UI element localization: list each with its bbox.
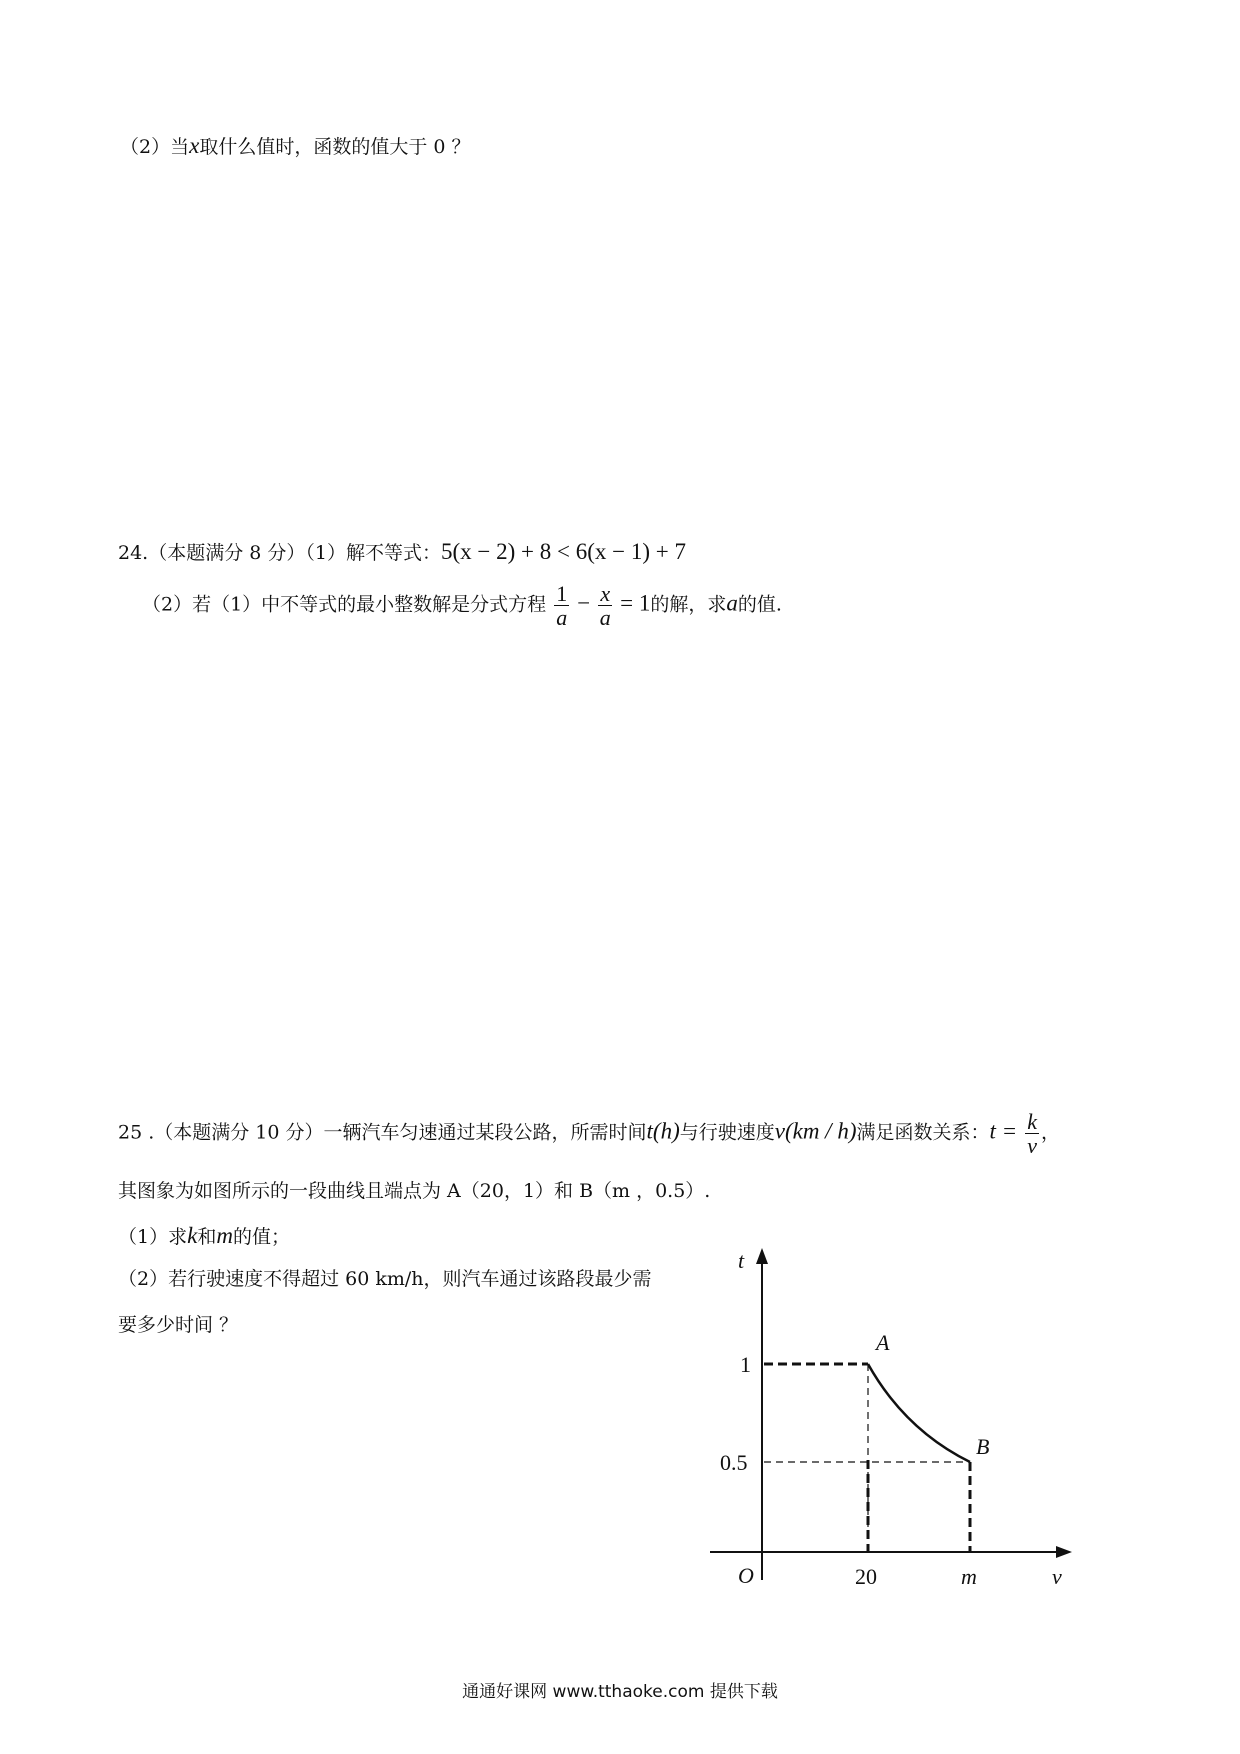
- q23-part2-text: （2）当: [120, 136, 190, 158]
- q24-part2-b: 的解，求: [650, 593, 727, 616]
- q25-part2-line1: （2）若行驶速度不得超过 60 km/h，则汽车通过该路段最少需: [118, 1268, 652, 1290]
- q25-part2-line2: 要多少时间 ？: [118, 1314, 239, 1336]
- q25-mid: 与行驶速度: [679, 1121, 775, 1144]
- q24-minus: −: [577, 590, 591, 616]
- q25-t-unit: t(h): [646, 1118, 680, 1144]
- q23-var-x: x: [189, 133, 200, 158]
- label-v: v: [1052, 1564, 1062, 1589]
- q23-part2: [120, 132, 470, 160]
- q23-part2-tail: 取什么值时，函数的值大于 0 ？: [199, 136, 471, 158]
- q25-part1-c: 的值；: [232, 1226, 290, 1248]
- q25-mid2: 满足函数关系：: [856, 1121, 990, 1144]
- q24-inequality: 5(x − 2) + 8 < 6(x − 1) + 7: [440, 539, 686, 564]
- q24-frac2-den: a: [599, 605, 611, 631]
- q24-header: 24.（本题满分 8 分）（1）解不等式：: [118, 542, 441, 564]
- q25-t-eq: t =: [989, 1118, 1018, 1144]
- v-axis-arrow: [1056, 1546, 1072, 1558]
- label-t: t: [738, 1248, 745, 1273]
- q24-part2-line: [142, 582, 782, 629]
- label-origin: O: [738, 1563, 754, 1588]
- t-axis-arrow: [756, 1248, 768, 1264]
- label-point-a: A: [876, 1330, 890, 1355]
- tick-m: m: [961, 1564, 977, 1589]
- q24-frac2-num: x: [600, 581, 611, 606]
- tick-1: 1: [740, 1352, 751, 1377]
- tick-05: 0.5: [720, 1450, 748, 1475]
- q25-frac-num: k: [1027, 1109, 1037, 1134]
- tick-20: 20: [855, 1564, 877, 1589]
- q25-frac-den: v: [1027, 1133, 1037, 1159]
- label-point-b: B: [976, 1434, 990, 1459]
- q25-part1-a: （1）求: [118, 1226, 188, 1248]
- q24-var-a: a: [726, 590, 738, 616]
- q25-header-line: [118, 1110, 1060, 1157]
- q24-fraction-2: [598, 582, 612, 629]
- time-speed-graph: [700, 1240, 1080, 1610]
- q25-part1-b: 和: [197, 1226, 217, 1248]
- q24-fraction-1: [554, 582, 569, 629]
- q25-comma: ，: [1041, 1121, 1061, 1144]
- q25-var-m: m: [216, 1223, 233, 1248]
- q24-header-line: [118, 538, 686, 566]
- q24-part2-a: （2）若（1）中不等式的最小整数解是分式方程: [142, 593, 547, 616]
- curve-ab: [868, 1364, 970, 1462]
- q24-eq: = 1: [620, 590, 651, 616]
- q25-var-k: k: [187, 1223, 198, 1248]
- q25-header: 25 .（本题满分 10 分）一辆汽车匀速通过某段公路，所需时间: [118, 1121, 647, 1144]
- page-footer: 通通好课网 www.tthaoke.com 提供下载: [462, 1682, 778, 1702]
- q25-line2: 其图象为如图所示的一段曲线且端点为 A（20，1）和 B（m ，0.5）.: [118, 1180, 711, 1202]
- q25-part1: [118, 1222, 290, 1250]
- q25-v-unit: v(km / h): [774, 1118, 857, 1144]
- q25-fraction: [1025, 1110, 1039, 1157]
- q24-frac1-num: 1: [556, 581, 568, 606]
- q24-frac1-den: a: [556, 605, 568, 631]
- q24-part2-c: 的值.: [737, 593, 782, 616]
